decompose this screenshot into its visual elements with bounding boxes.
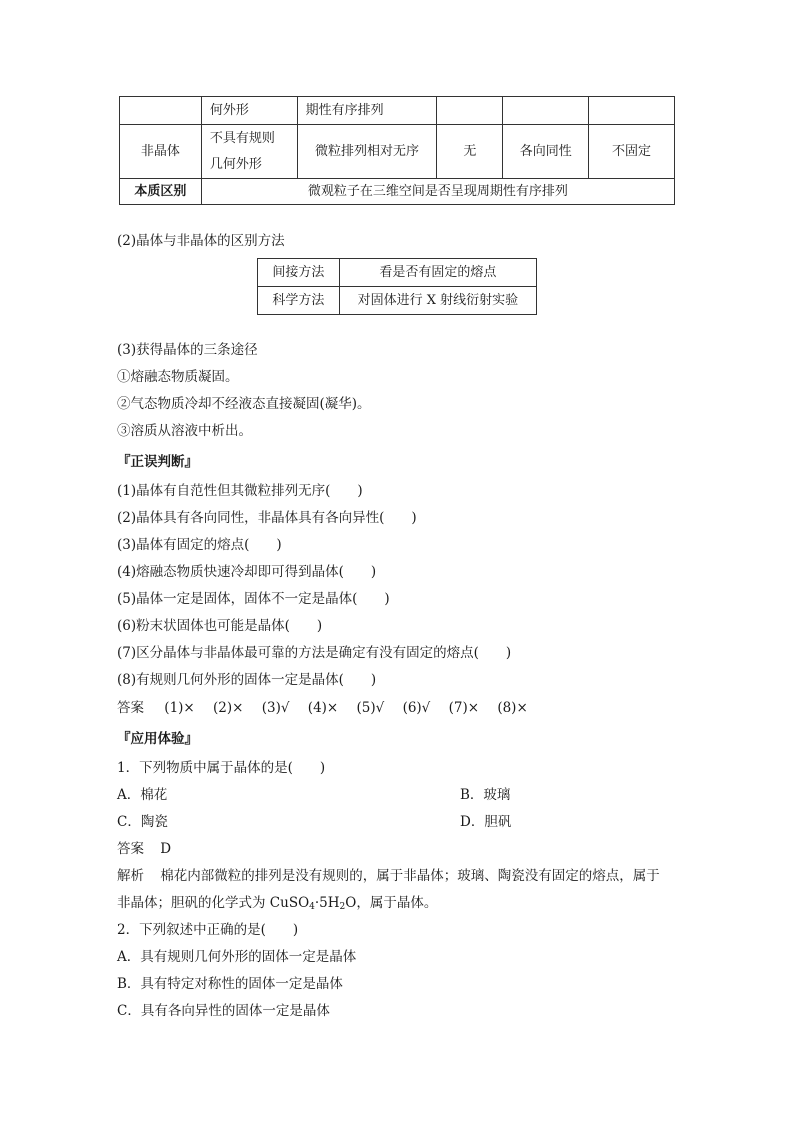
- question-stem: 1．下列物质中属于晶体的是( ): [117, 760, 326, 776]
- table-row: [120, 125, 675, 179]
- answer-value: (6)√: [402, 700, 431, 716]
- section-heading: (3)获得晶体的三条途径: [117, 342, 258, 358]
- analysis-text: ·5H: [314, 895, 340, 911]
- table-cell: 本质区别: [120, 179, 202, 205]
- subscript: 4: [309, 902, 315, 912]
- analysis-line: [117, 867, 660, 885]
- answer-value: (5)√: [356, 700, 385, 716]
- table-cell: 非晶体: [120, 125, 202, 179]
- table-cell: 对固体进行 X 射线衍射实验: [339, 287, 536, 315]
- judge-title: 『正误判断』: [117, 454, 198, 470]
- choice-d: D．胆矾: [460, 814, 512, 830]
- judge-item: (7)区分晶体与非晶体最可靠的方法是确定有没有固定的熔点( ): [117, 645, 512, 661]
- answer-value: (2)×: [213, 700, 244, 716]
- choice-c: C．陶瓷: [117, 814, 168, 830]
- table-row: [120, 179, 675, 205]
- table-cell: 期性有序排列: [297, 97, 437, 125]
- answer-value: (4)×: [307, 700, 339, 716]
- table-cell: 科学方法: [258, 287, 340, 315]
- choice-a: A．棉花: [117, 787, 168, 803]
- cell-line: 不具有规则: [209, 130, 275, 146]
- subscript: 2: [339, 902, 346, 912]
- table-cell: 不固定: [589, 125, 675, 179]
- choice-c: C．具有各向异性的固体一定是晶体: [117, 1003, 330, 1019]
- q1-answer: [117, 840, 171, 858]
- answer-value: (8)×: [497, 700, 528, 716]
- choice-b: B．具有特定对称性的固体一定是晶体: [117, 976, 343, 992]
- judge-item: (5)晶体一定是固体，固体不一定是晶体( ): [117, 591, 390, 607]
- cell-line: 几何外形: [209, 156, 262, 172]
- table-cell: 间接方法: [258, 259, 340, 287]
- table-row: [258, 259, 537, 287]
- choice-b: B．玻璃: [460, 787, 511, 803]
- table-cell: 各向同性: [503, 125, 589, 179]
- judge-item: (4)熔融态物质快速冷却即可得到晶体( ): [117, 564, 377, 580]
- table-cell: 微观粒子在三维空间是否呈现周期性有序排列: [201, 179, 674, 205]
- table-row: [120, 97, 675, 125]
- choice-a: A．具有规则几何外形的固体一定是晶体: [117, 949, 357, 965]
- list-item: ②气态物质冷却不经液态直接凝固(凝华)。: [117, 396, 371, 412]
- answer-value: (7)×: [448, 700, 480, 716]
- analysis-text: O，属于晶体。: [345, 895, 438, 911]
- table-cell: [201, 125, 297, 179]
- list-item: ③溶质从溶液中析出。: [117, 423, 252, 439]
- analysis-text: 棉花内部微粒的排列是没有规则的，属于非晶体；玻璃、陶瓷没有固定的熔点，属于: [160, 868, 660, 884]
- table-cell: 无: [437, 125, 503, 179]
- list-item: ①熔融态物质凝固。: [117, 369, 239, 385]
- table-cell: 看是否有固定的熔点: [339, 259, 536, 287]
- table-cell: 何外形: [201, 97, 297, 125]
- table-row: [258, 287, 537, 315]
- answer-value: (1)×: [164, 700, 195, 716]
- judge-item: (2)晶体具有各向同性，非晶体具有各向异性( ): [117, 510, 417, 526]
- table-cell: [503, 97, 589, 125]
- method-table: [257, 258, 537, 315]
- crystal-comparison-table: [119, 96, 675, 205]
- question-stem: 2．下列叙述中正确的是( ): [117, 922, 299, 938]
- judge-answers: [117, 699, 542, 717]
- answer-label: 答案: [117, 700, 144, 716]
- section-heading: (2)晶体与非晶体的区别方法: [117, 233, 285, 249]
- answer-value: D: [160, 841, 172, 857]
- table-cell: [437, 97, 503, 125]
- analysis-label: 解析: [117, 868, 144, 884]
- table-cell: [589, 97, 675, 125]
- judge-item: (6)粉末状固体也可能是晶体( ): [117, 618, 323, 634]
- table-cell: [120, 97, 202, 125]
- practice-title: 『应用体验』: [117, 731, 198, 747]
- analysis-text: 非晶体；胆矾的化学式为 CuSO: [117, 895, 310, 911]
- answer-value: (3)√: [261, 700, 290, 716]
- judge-item: (1)晶体有自范性但其微粒排列无序( ): [117, 483, 363, 499]
- table-cell: 微粒排列相对无序: [297, 125, 437, 179]
- analysis-line: [117, 894, 437, 912]
- judge-item: (3)晶体有固定的熔点( ): [117, 537, 282, 553]
- choice-row: [117, 786, 679, 804]
- choice-row: [117, 813, 679, 831]
- answer-label: 答案: [117, 841, 144, 857]
- judge-item: (8)有规则几何外形的固体一定是晶体( ): [117, 672, 377, 688]
